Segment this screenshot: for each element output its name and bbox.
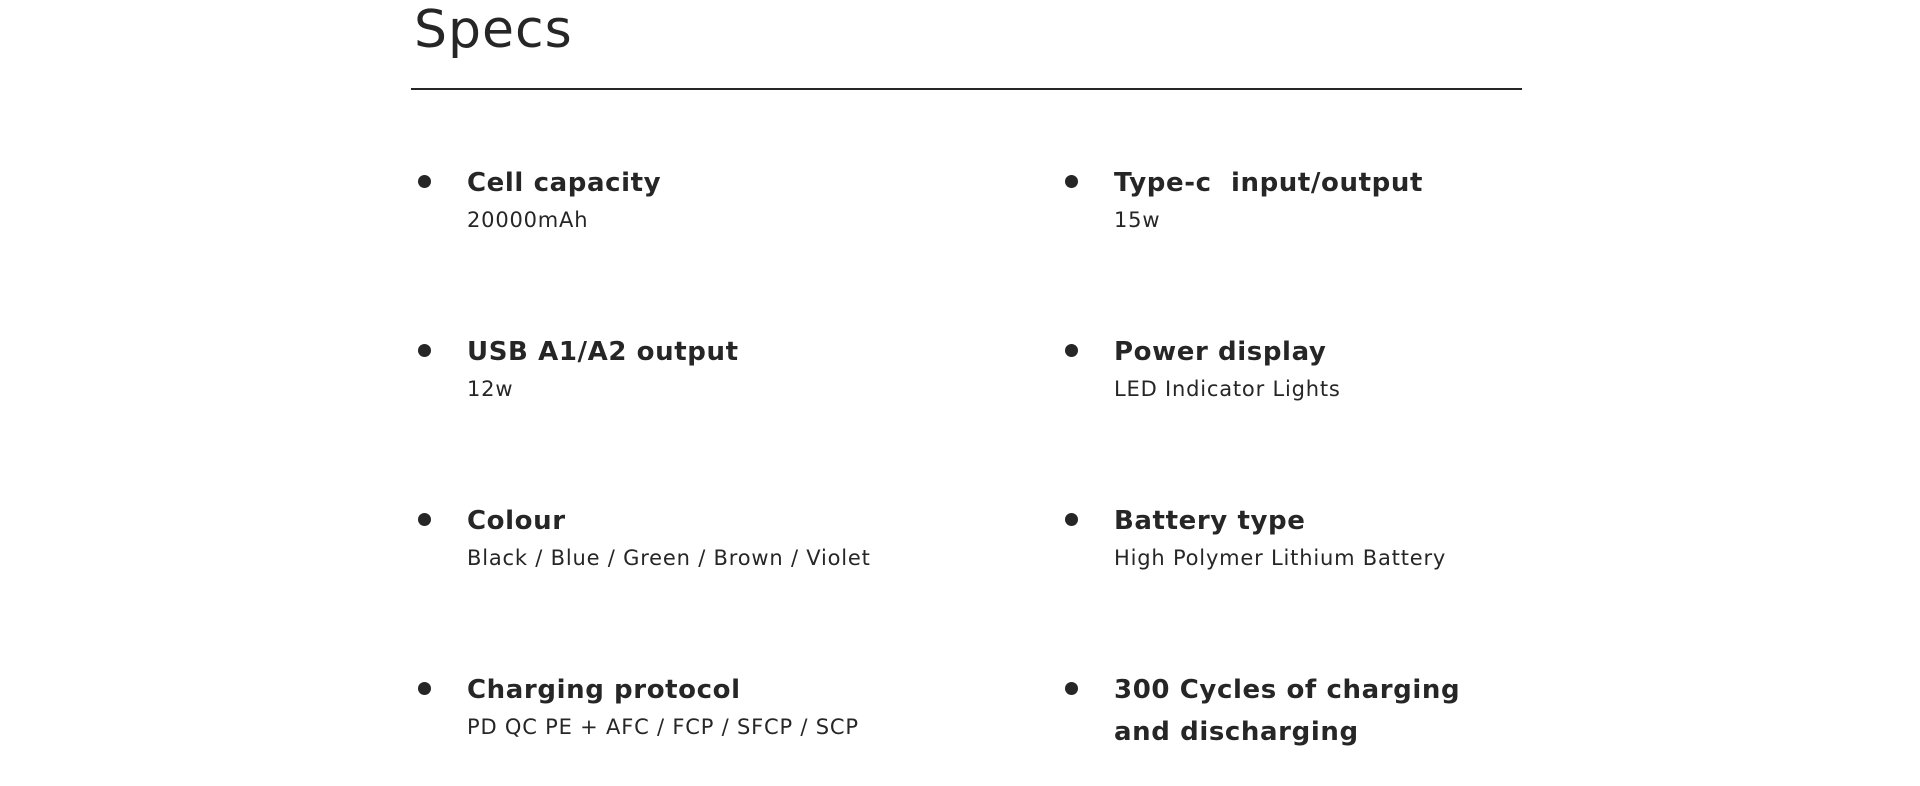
bullet-dot-icon [1065, 513, 1078, 526]
spec-value: LED Indicator Lights [1114, 377, 1341, 401]
spec-label: USB A1/A2 output [467, 337, 739, 367]
spec-value: 20000mAh [467, 208, 589, 232]
spec-label: 300 Cycles of charging and discharging [1114, 675, 1461, 747]
bullet-dot-icon [418, 175, 431, 188]
spec-value: 15w [1114, 208, 1161, 232]
bullet-dot-icon [1065, 175, 1078, 188]
bullet-dot-icon [1065, 344, 1078, 357]
spec-value: Black / Blue / Green / Brown / Violet [467, 546, 871, 570]
spec-label: Power display [1114, 337, 1327, 367]
spec-label: Battery type [1114, 506, 1306, 536]
bullet-dot-icon [418, 513, 431, 526]
bullet-dot-icon [1065, 682, 1078, 695]
section-title: Specs [414, 0, 573, 60]
bullet-dot-icon [418, 344, 431, 357]
spec-label: Colour [467, 506, 566, 536]
spec-label: Cell capacity [467, 168, 662, 198]
bullet-dot-icon [418, 682, 431, 695]
title-divider [411, 88, 1522, 90]
spec-label: Charging protocol [467, 675, 741, 705]
spec-value: PD QC PE + AFC / FCP / SFCP / SCP [467, 715, 859, 739]
spec-label: Type-c input/output [1114, 168, 1423, 198]
spec-value: 12w [467, 377, 514, 401]
spec-value: High Polymer Lithium Battery [1114, 546, 1447, 570]
